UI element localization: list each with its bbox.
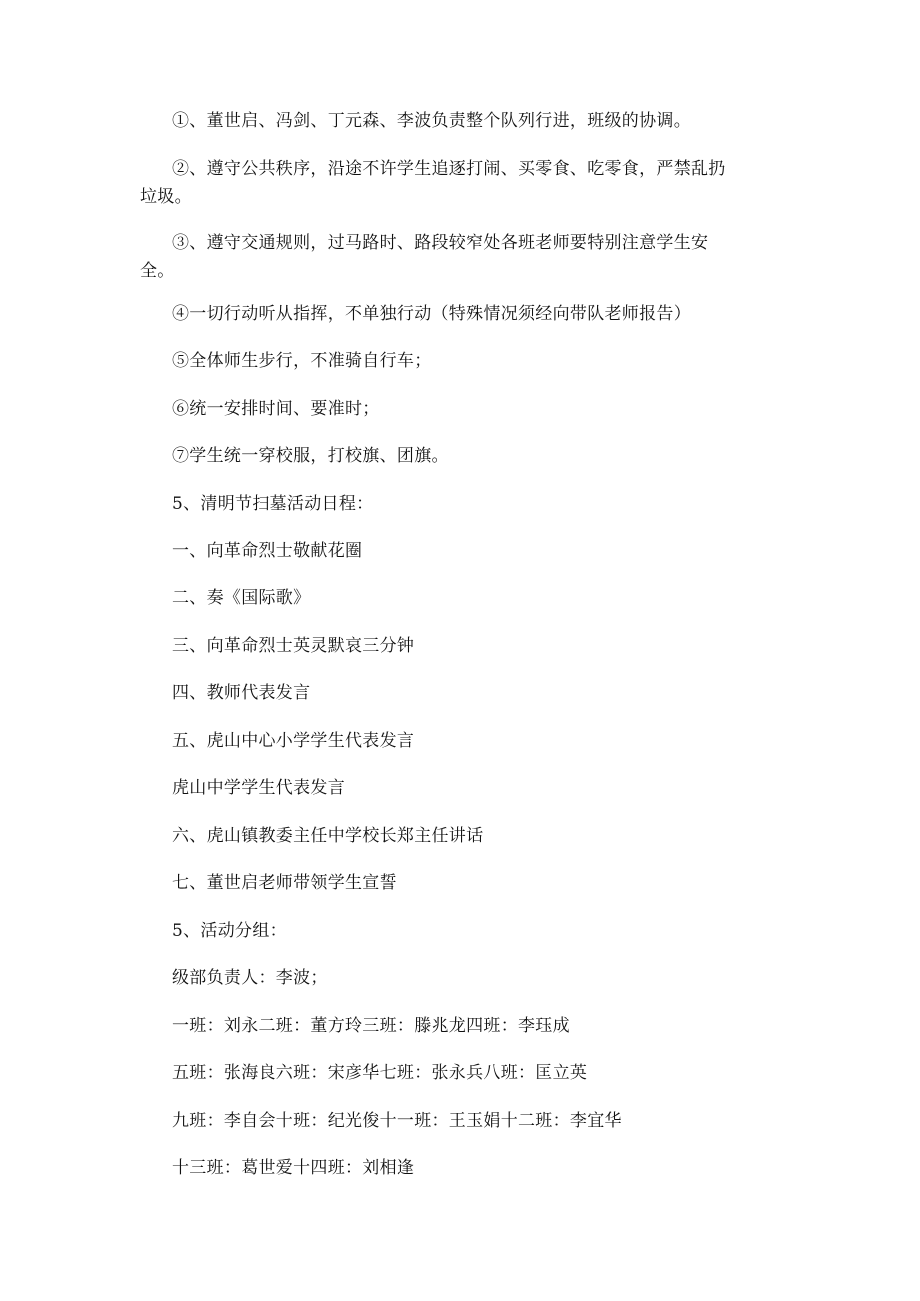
rule-6: ⑥统一安排时间、要准时；: [172, 399, 380, 419]
schedule-item: 六、虎山镇教委主任中学校长郑主任讲话: [172, 826, 484, 846]
rule-2-line-2: 垃圾。: [140, 187, 192, 207]
schedule-item: 二、奏《国际歌》: [172, 588, 311, 608]
group-row: 九班：李自会十班：纪光俊十一班：王玉娟十二班：李宜华: [172, 1111, 622, 1131]
grade-leader: 级部负责人：李波；: [172, 968, 328, 988]
schedule-item: 七、董世启老师带领学生宣誓: [172, 873, 397, 893]
group-row: 一班：刘永二班：董方玲三班：滕兆龙四班：李珏成: [172, 1016, 570, 1036]
group-row: 十三班：葛世爱十四班：刘相逢: [172, 1158, 415, 1178]
schedule-item: 四、教师代表发言: [172, 683, 311, 703]
rule-4: ④一切行动听从指挥，不单独行动（特殊情况须经向带队老师报告）: [172, 304, 691, 324]
schedule-heading: 5、清明节扫墓活动日程：: [172, 494, 374, 514]
rule-3-line-1: ③、遵守交通规则，过马路时、路段较窄处各班老师要特别注意学生安: [172, 233, 709, 253]
rule-7: ⑦学生统一穿校服，打校旗、团旗。: [172, 446, 449, 466]
rule-1: ①、董世启、冯剑、丁元森、李波负责整个队列行进，班级的协调。: [172, 111, 691, 131]
schedule-item: 五、虎山中心小学学生代表发言: [172, 731, 415, 751]
rule-5: ⑤全体师生步行，不准骑自行车；: [172, 351, 432, 371]
schedule-item: 虎山中学学生代表发言: [172, 778, 345, 798]
rule-3-line-2: 全。: [140, 261, 175, 281]
group-row: 五班：张海良六班：宋彦华七班：张永兵八班：匡立英: [172, 1063, 588, 1083]
groups-heading: 5、活动分组：: [172, 921, 287, 941]
rule-2-line-1: ②、遵守公共秩序，沿途不许学生追逐打闹、买零食、吃零食，严禁乱扔: [172, 159, 726, 179]
schedule-item: 三、向革命烈士英灵默哀三分钟: [172, 636, 415, 656]
schedule-item: 一、向革命烈士敬献花圈: [172, 541, 363, 561]
